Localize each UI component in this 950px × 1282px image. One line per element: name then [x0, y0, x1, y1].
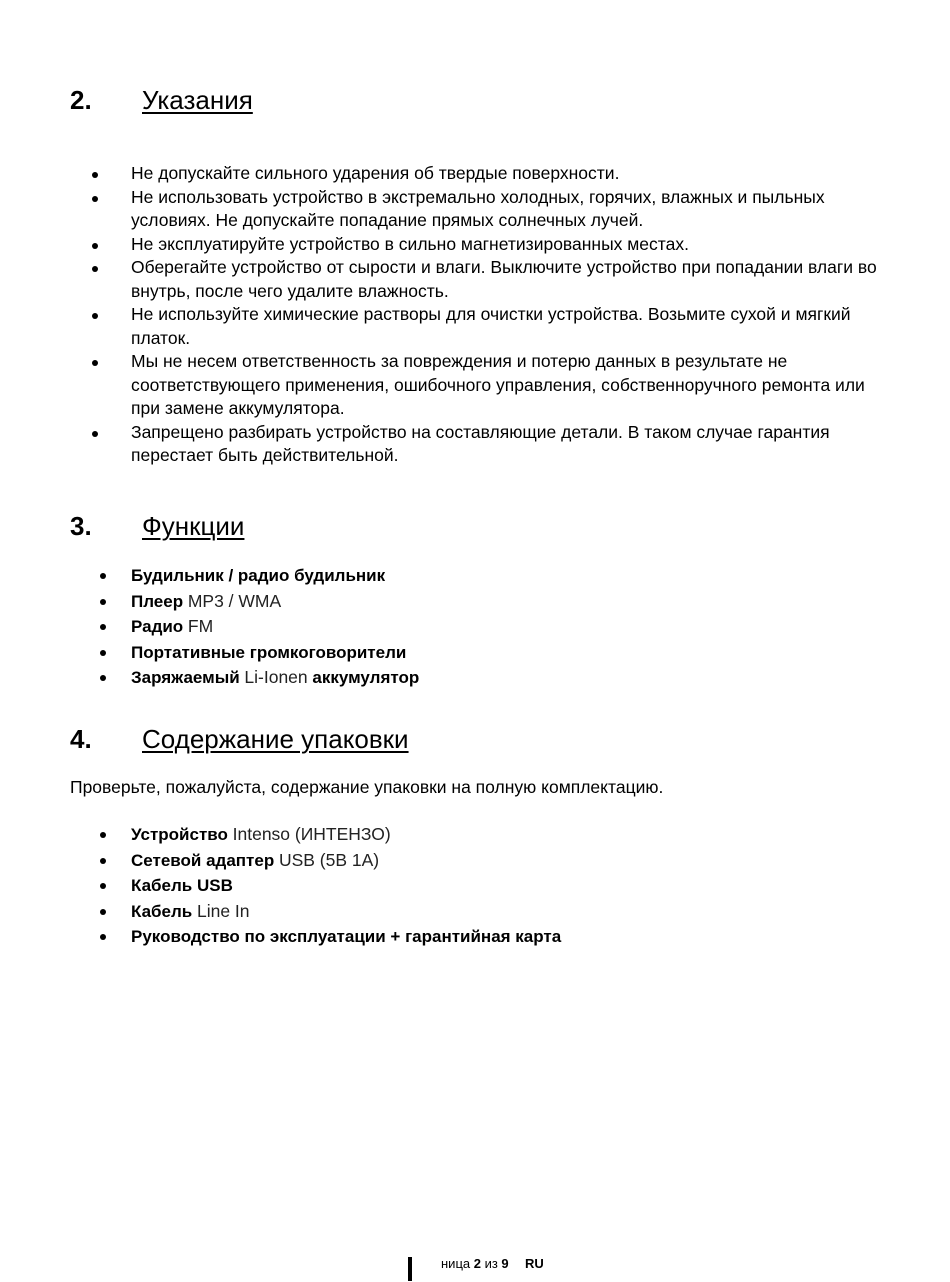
- section-3-heading: [70, 510, 244, 542]
- list-item-text: Кабель USB: [131, 876, 233, 895]
- bullet-icon: [92, 431, 98, 437]
- section-3-title: Функции: [142, 511, 245, 541]
- list-item-text: Не использовать устройство в экстремально холодных, горячих, влажных и пыльных условиях. Не допускайте попадание прямых солнечных лучей.: [131, 186, 825, 230]
- features-list: [70, 563, 890, 691]
- list-item-text: Портативные громкоговорители: [131, 642, 407, 662]
- section-4-title: Содержание упаковки: [142, 724, 409, 754]
- section-4-heading: [70, 723, 409, 755]
- list-item-suffix: аккумулятор: [307, 668, 420, 687]
- package-contents-list: [70, 822, 890, 950]
- bullet-icon: [100, 675, 106, 681]
- bullet-icon: [100, 909, 106, 915]
- list-item: [70, 421, 890, 468]
- list-item-text: Запрещено разбирать устройство на составляющие детали. В таком случае гарантия перестает быть действительной.: [131, 421, 830, 465]
- list-item-text: Не эксплуатируйте устройство в сильно магнетизированных местах.: [131, 233, 689, 254]
- bullet-icon: [100, 858, 106, 864]
- bullet-icon: [100, 573, 106, 579]
- list-item: [70, 924, 890, 950]
- list-item: [70, 233, 890, 257]
- list-item: [70, 873, 890, 899]
- list-item: [70, 614, 890, 640]
- list-item: [70, 350, 890, 421]
- bullet-icon: [92, 243, 98, 249]
- warnings-list: [70, 162, 890, 468]
- list-item-text: Не используйте химические растворы для очистки устройства. Возьмите сухой и мягкий платок.: [131, 304, 851, 348]
- list-item-text: Руководство по эксплуатации + гарантийная карта: [131, 927, 562, 946]
- bullet-icon: [92, 196, 98, 202]
- bullet-icon: [92, 313, 98, 319]
- bullet-icon: [100, 599, 106, 605]
- page-prefix: ница: [441, 1256, 474, 1271]
- list-item-detail: Intenso (ИНТЕНЗО): [232, 824, 391, 844]
- bullet-icon: [100, 934, 106, 940]
- list-item-detail: Li-Ionen: [244, 667, 308, 687]
- list-item: [70, 665, 890, 691]
- list-item-text: Заряжаемый: [131, 668, 245, 687]
- bullet-icon: [100, 832, 106, 838]
- list-item-text: Будильник / радио будильник: [131, 566, 386, 585]
- list-item-text: Сетевой адаптер: [131, 850, 279, 870]
- list-item: [70, 848, 890, 874]
- section-2-title: Указания: [142, 85, 253, 115]
- section-2-heading: [70, 84, 253, 116]
- list-item-text: Мы не несем ответственность за повреждения и потерю данных в результате не соответствующего применения, ошибочного управления, собственноручного ремонта или при замене аккумулятора.: [131, 351, 865, 418]
- list-item: [70, 186, 890, 233]
- section-4-intro: Проверьте, пожалуйста, содержание упаковки на полную комплектацию.: [70, 777, 664, 797]
- bullet-icon: [92, 172, 98, 178]
- section-4-number: 4.: [70, 724, 92, 754]
- list-item-text: Оберегайте устройство от сырости и влаги. Выключите устройство при попадании влаги во внутрь, после чего удалите влажность.: [131, 257, 877, 301]
- bullet-icon: [92, 266, 98, 272]
- list-item-text: Плеер: [131, 591, 188, 611]
- page-of: из: [480, 1256, 502, 1271]
- list-item-detail: FM: [187, 616, 214, 636]
- bullet-icon: [92, 360, 98, 366]
- section-2-number: 2.: [70, 85, 92, 115]
- list-item: [70, 303, 890, 350]
- list-item: [70, 256, 890, 303]
- list-item: [70, 162, 890, 186]
- list-item: [70, 640, 890, 666]
- page-current: 2: [473, 1256, 481, 1271]
- page-number: [441, 1256, 509, 1272]
- bullet-icon: [100, 650, 106, 656]
- list-item-text: Устройство: [131, 825, 233, 844]
- list-item-detail: USB (5В 1А): [278, 849, 380, 870]
- list-item-detail: MP3 / WMA: [187, 590, 282, 611]
- bullet-icon: [100, 883, 106, 889]
- section-3-number: 3.: [70, 511, 92, 541]
- list-item: [70, 589, 890, 615]
- list-item-detail: Line In: [196, 900, 250, 921]
- list-item-text: Радио: [131, 617, 188, 636]
- list-item-text: Не допускайте сильного ударения об твердые поверхности.: [131, 163, 620, 183]
- bullet-icon: [100, 624, 106, 630]
- list-item: [70, 899, 890, 925]
- list-item: [70, 822, 890, 848]
- language-code: RU: [525, 1256, 544, 1271]
- footer-divider: [408, 1257, 412, 1281]
- page-total: 9: [501, 1256, 509, 1271]
- list-item-text: Кабель: [131, 901, 197, 921]
- list-item: [70, 563, 890, 589]
